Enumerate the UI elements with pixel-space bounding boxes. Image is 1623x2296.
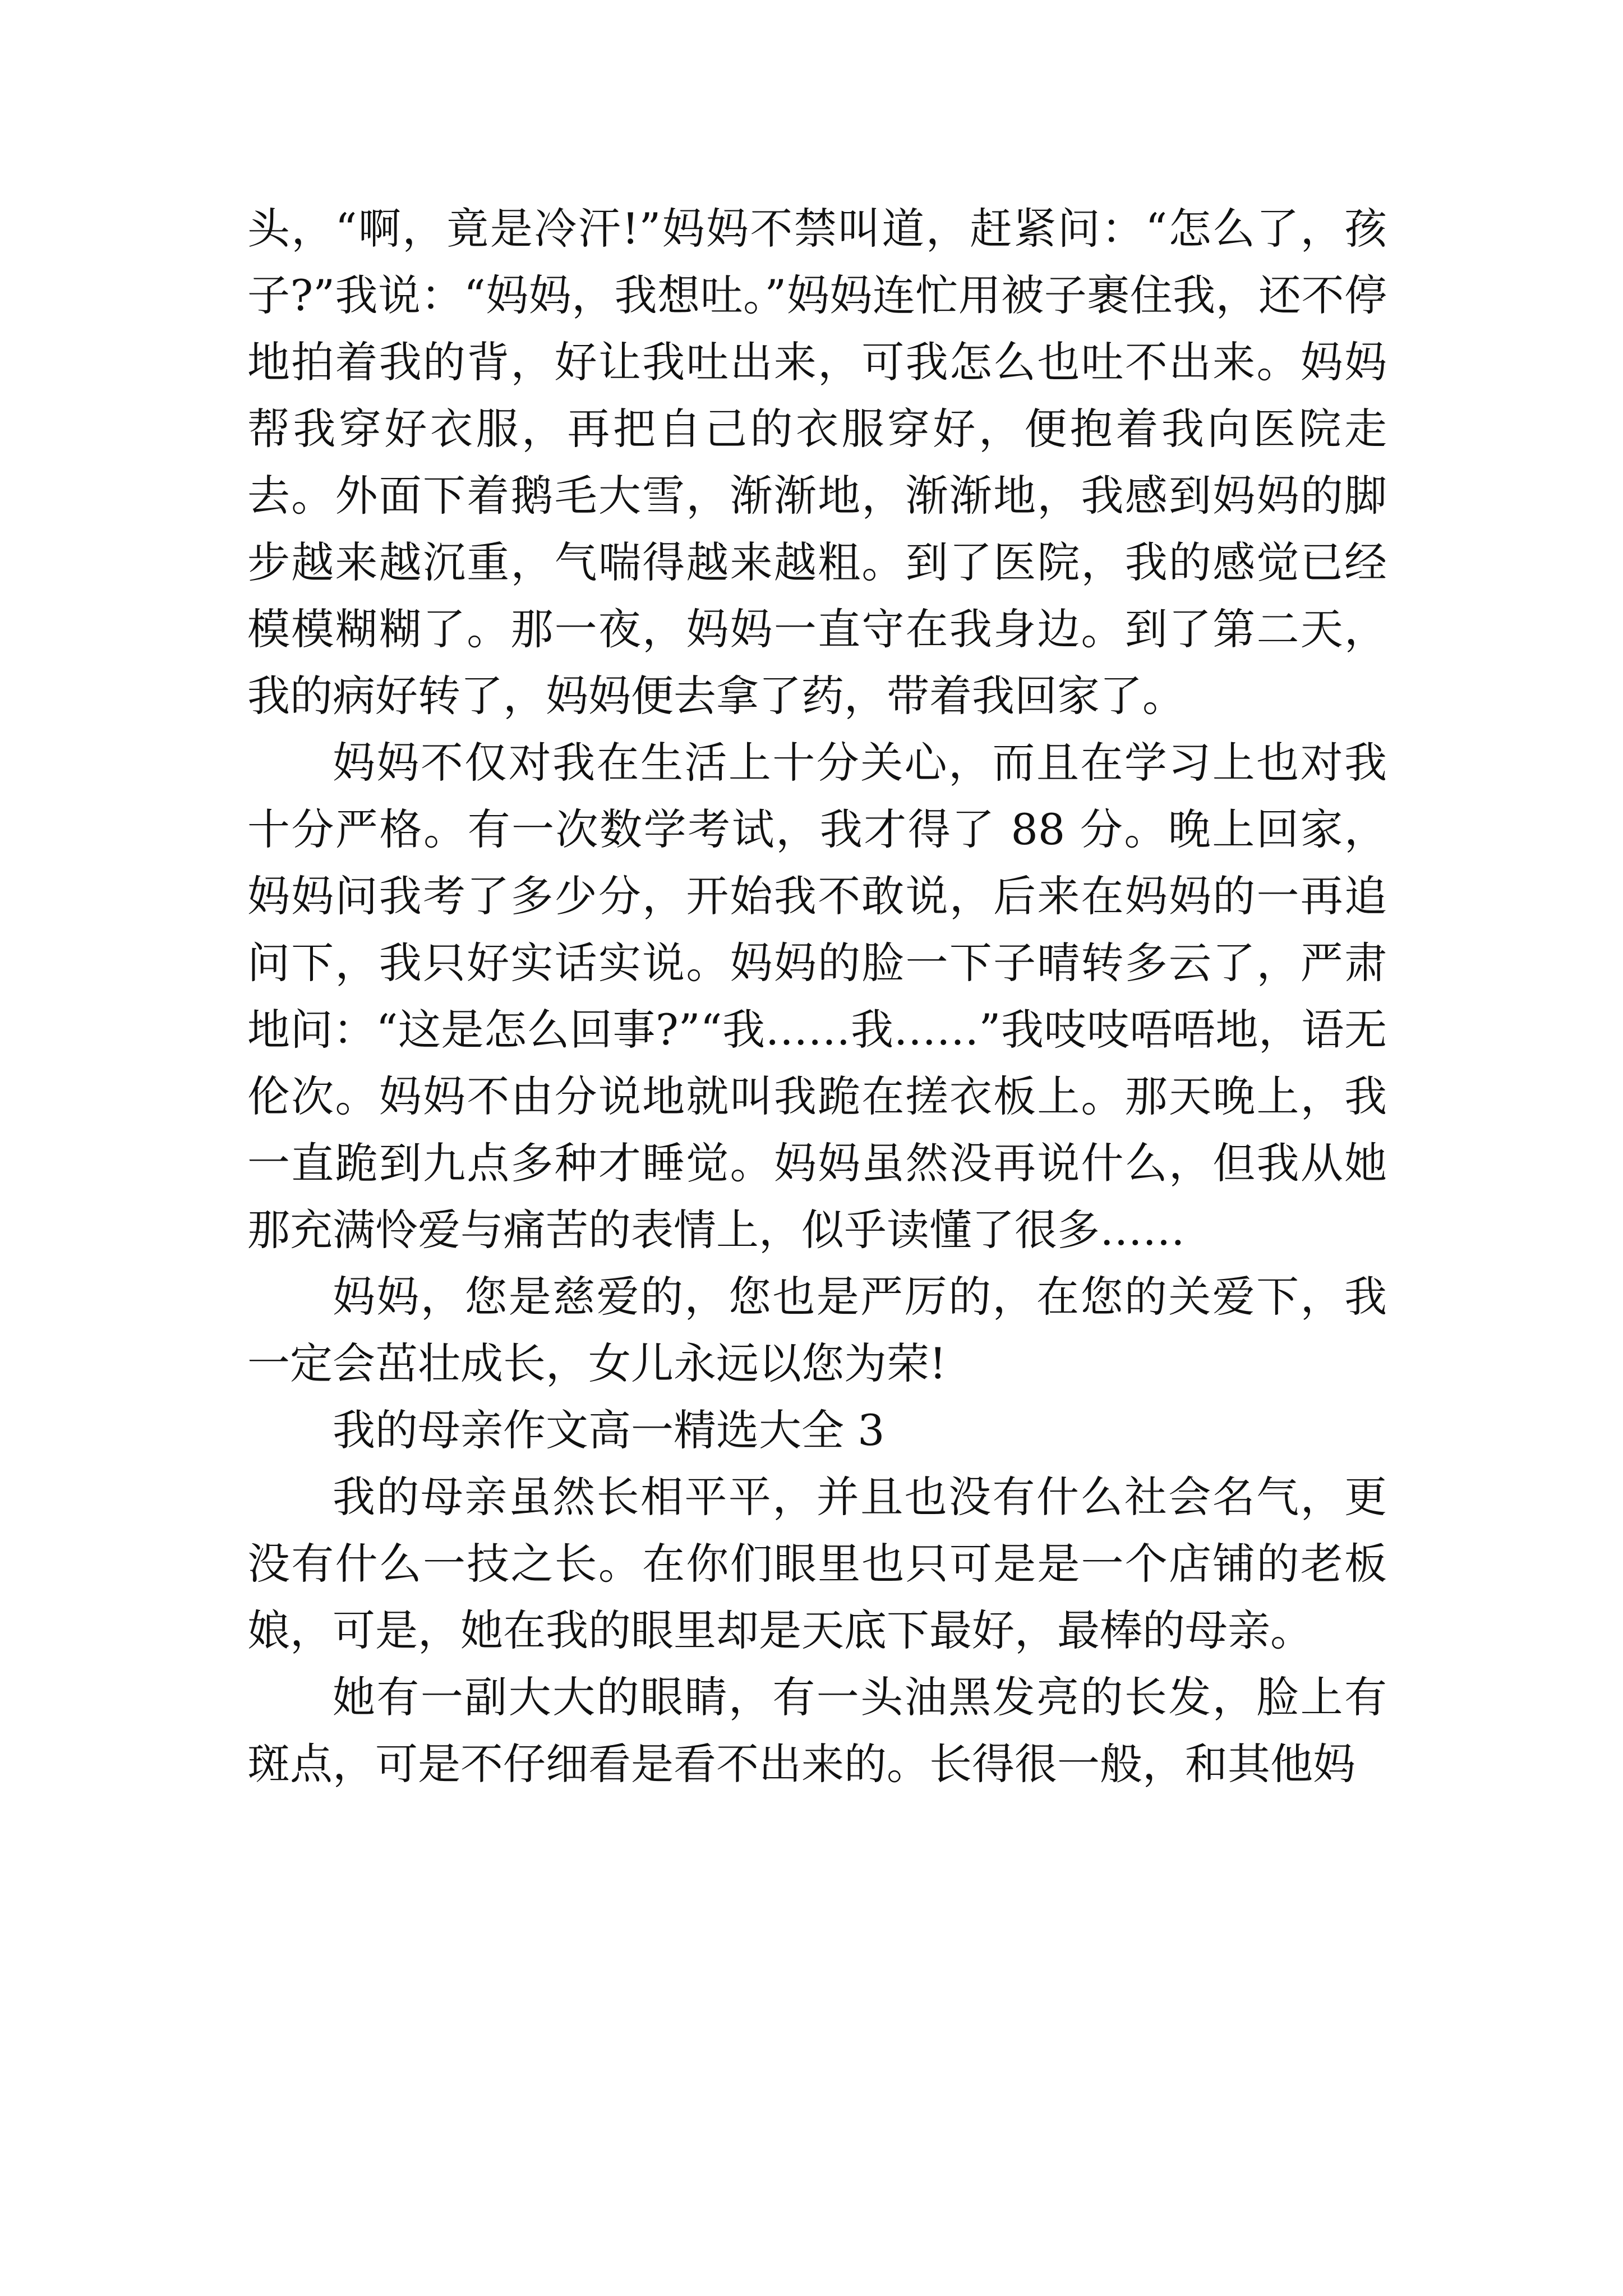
paragraph-4: 我的母亲虽然长相平平，并且也没有什么社会名气，更没有什么一技之长。在你们眼里也只可是是一个店铺的老板娘，可是，她在我的眼里却是天底下最好，最棒的母亲。 <box>247 1472 1387 1655</box>
paragraph-3: 妈妈，您是慈爱的，您也是严厉的，在您的关爱下，我一定会茁壮成长，女儿永远以您为荣! <box>247 1272 1387 1388</box>
body-text <box>247 195 1387 1797</box>
paragraph-5: 她有一副大大的眼睛，有一头油黑发亮的长发，脸上有斑点，可是不仔细看是看不出来的。长得很一般，和其他妈 <box>247 1672 1387 1789</box>
section-heading: 我的母亲作文高一精选大全 3 <box>333 1405 885 1455</box>
paragraph-1: 头，“啊，竟是冷汗!”妈妈不禁叫道，赶紧问：“怎么了，孩子?”我说：“妈妈，我想吐。”妈妈连忙用被子裹住我，还不停地拍着我的背，好让我吐出来，可我怎么也吐不出来。妈妈帮我穿好衣服，再把自己的衣服穿好，便抱着我向医院走去。外面下着鹅毛大雪，渐渐地，渐渐地，我感到妈妈的脚步越来越沉重，气喘得越来越粗。到了医院，我的感觉已经模模糊糊了。那一夜，妈妈一直守在我身边。到了第二天，我的病好转了，妈妈便去拿了药，带着我回家了。 <box>247 204 1387 721</box>
paragraph-2: 妈妈不仅对我在生活上十分关心，而且在学习上也对我十分严格。有一次数学考试，我才得了 88 分。晚上回家，妈妈问我考了多少分，开始我不敢说，后来在妈妈的一再追问下，我只好实话实说。妈妈的脸一下子晴转多云了，严肃地问：“这是怎么回事?”“我……我……”我吱吱唔唔地，语无伦次。妈妈不由分说地就叫我跪在搓衣板上。那天晚上，我一直跪到九点多种才睡觉。妈妈虽然没再说什么，但我从她那充满怜爱与痛苦的表情上，似乎读懂了很多…… <box>247 738 1387 1255</box>
